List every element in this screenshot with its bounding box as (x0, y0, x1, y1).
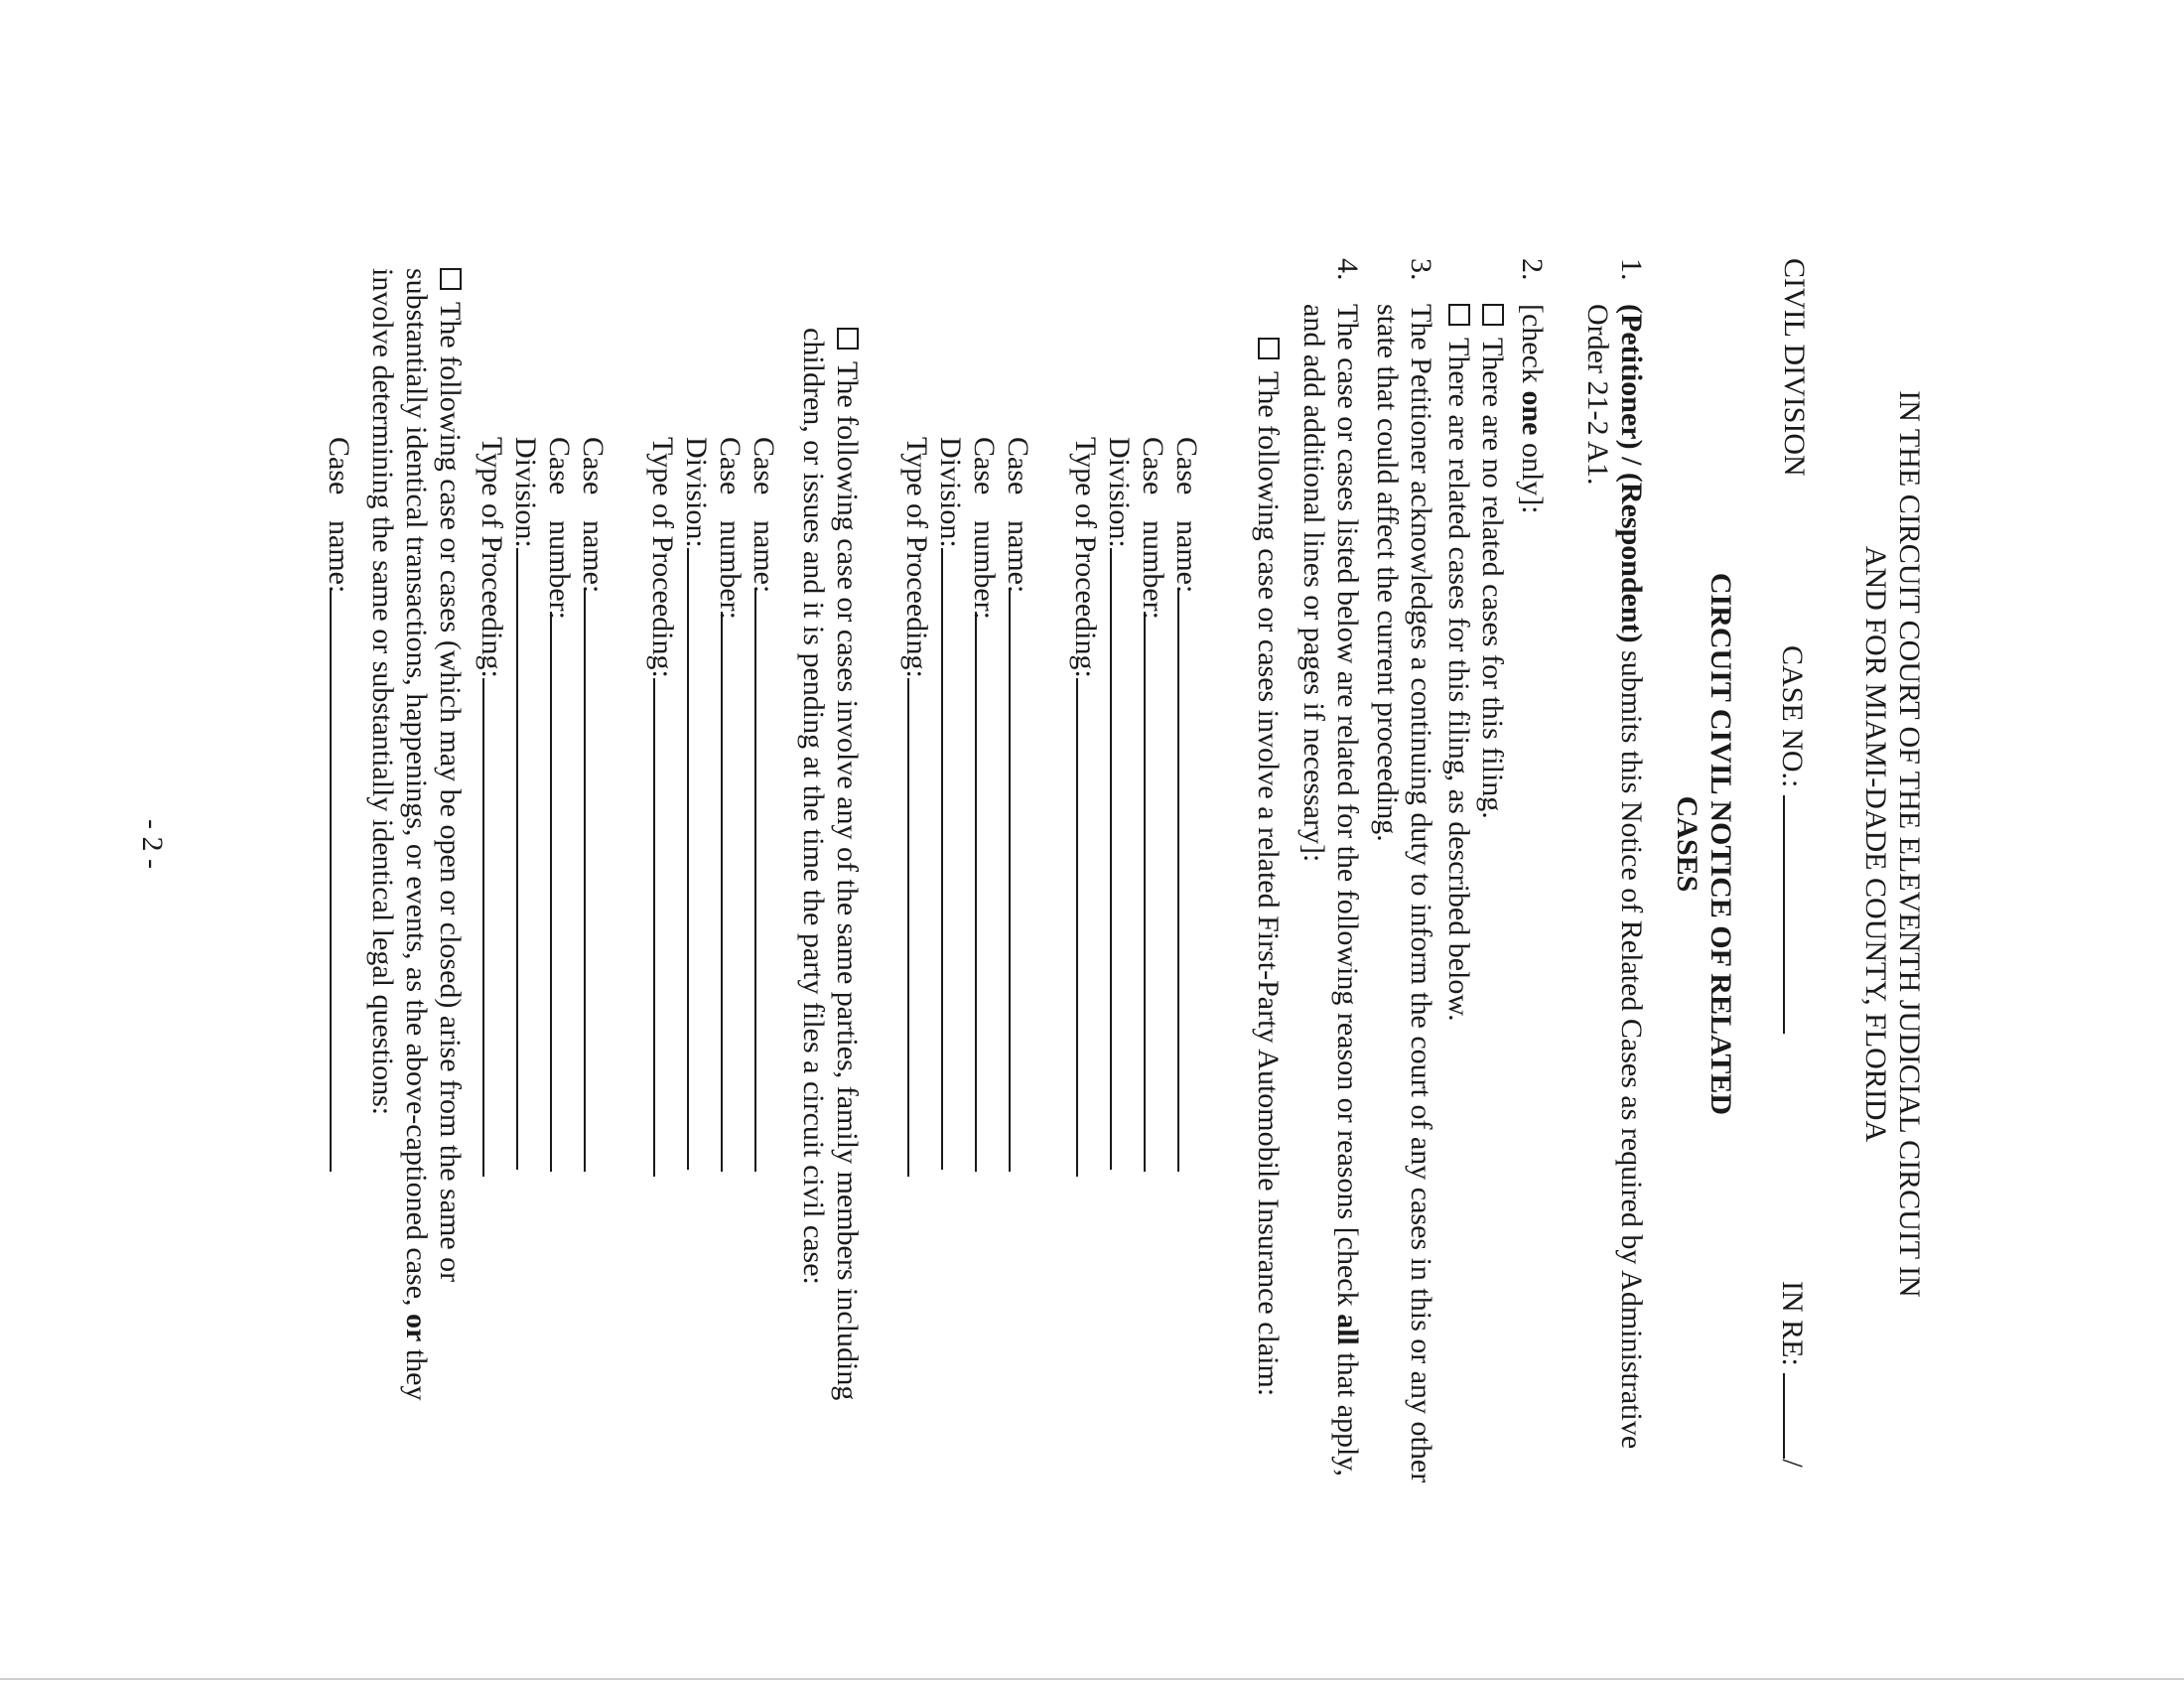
case-number-row (1136, 437, 1171, 1172)
division-label: CIVIL DIVISION (1778, 258, 1811, 477)
item-4-bold: all (1331, 1314, 1364, 1345)
number-word: number: (543, 520, 576, 620)
case-name-row (1001, 437, 1036, 1172)
item-3-number: 3. (1405, 258, 1437, 281)
document-title (1670, 0, 1737, 1688)
item-2-instruction (1515, 304, 1549, 514)
case-name-row (747, 437, 782, 1172)
case-word: Case (323, 437, 355, 495)
reason-2 (796, 328, 864, 1400)
reason-3-or: or (400, 1314, 433, 1342)
division-field[interactable] (1110, 548, 1138, 1170)
item-4-line-2: and add additional lines or pages if necessary]: (1297, 304, 1330, 863)
reason-3-line-3: involve determining the same or substantially identical legal questions: (366, 268, 399, 1116)
case-no-row (1775, 645, 1811, 1034)
type-word: Type of Proceeding: (476, 437, 508, 678)
type-word: Type of Proceeding: (900, 437, 933, 678)
division-word: Division: (509, 437, 542, 548)
case-word: Case (577, 437, 610, 495)
item-1-text (1580, 304, 1648, 1450)
reason-3 (365, 268, 467, 1400)
in-re-row (1775, 1281, 1811, 1468)
no-related-cases-checkbox[interactable] (1482, 304, 1504, 326)
case-number-field[interactable] (721, 612, 749, 1172)
case-word: Case (543, 437, 576, 495)
in-re-label: IN RE: (1776, 1281, 1809, 1366)
case-number-field[interactable] (975, 612, 1003, 1172)
case-word: Case (748, 437, 780, 495)
case-name-row (1169, 437, 1205, 1172)
type-field[interactable] (482, 678, 510, 1177)
page-number: - 2 - (136, 819, 169, 869)
case-name-field[interactable] (330, 590, 357, 1172)
division-row (1102, 437, 1138, 1170)
reason-2-checkbox[interactable] (837, 328, 859, 350)
title-line-1: CIRCUIT CIVIL NOTICE OF RELATED (1705, 572, 1737, 1116)
division-word: Division: (680, 437, 713, 548)
division-word: Division: (1103, 437, 1136, 548)
type-field[interactable] (1076, 678, 1104, 1177)
item-1-text-b: Order 21-2 A1. (1581, 304, 1614, 486)
case-name-field[interactable] (584, 590, 612, 1172)
division-row (933, 437, 969, 1170)
item-1-parties: (Petitioner) / (Respondent) (1615, 304, 1648, 643)
item-3-line-1: The Petitioner acknowledges a continuing duty to inform the court of any cases in this or any other (1405, 304, 1437, 1483)
case-number-row (713, 437, 749, 1172)
item-4-number: 4. (1331, 258, 1364, 281)
title-line-2: CASES (1671, 795, 1704, 893)
case-number-row (967, 437, 1003, 1172)
division-field[interactable] (687, 548, 715, 1170)
reason-1-text: The following case or cases involve a related First-Party Automobile Insurance claim: (1252, 371, 1285, 1397)
item-3-line-2: state that could affect the current proceeding. (1371, 304, 1404, 842)
reason-3-checkbox[interactable] (440, 268, 462, 290)
division-row (679, 437, 715, 1170)
item-1-number: 1. (1615, 258, 1648, 281)
type-word: Type of Proceeding: (1069, 437, 1102, 678)
type-row (899, 437, 935, 1177)
item-4-text (1297, 304, 1364, 1477)
name-word: name: (577, 520, 610, 594)
division-field[interactable] (941, 548, 969, 1170)
name-word: name: (1170, 520, 1203, 594)
item-4-post: that apply, (1331, 1344, 1364, 1477)
case-no-field[interactable] (1783, 795, 1811, 1034)
case-word: Case (968, 437, 1001, 495)
case-name-row (576, 437, 612, 1172)
number-word: number: (1137, 520, 1169, 620)
item-2-option-1-label: There are no related cases for this filing. (1476, 338, 1509, 819)
item-2-pre: [check (1516, 304, 1549, 391)
reason-3-line-2: substantially identical transactions, happenings, or events, as the above-captioned case, (400, 268, 433, 1307)
case-name-field[interactable] (1177, 590, 1205, 1172)
court-line-2: AND FOR MIAMI-DADE COUNTY, FLORIDA (1859, 545, 1892, 1143)
division-row (508, 437, 544, 1170)
division-word: Division: (934, 437, 967, 548)
item-2-option-1 (1475, 304, 1509, 819)
related-cases-checkbox[interactable] (1448, 304, 1470, 326)
court-line-1: IN THE CIRCUIT COURT OF THE ELEVENTH JUDICIAL CIRCUIT IN (1893, 390, 1926, 1298)
case-name-row (322, 437, 357, 1172)
type-row (645, 437, 681, 1177)
reason-2-line-2: children, or issues and it is pending at the time the party files a circuit civil case: (797, 328, 830, 1285)
item-3-text (1370, 304, 1437, 1482)
type-row (1068, 437, 1104, 1177)
case-number-field[interactable] (550, 612, 578, 1172)
type-field[interactable] (653, 678, 681, 1177)
reason-3-line-1: The following case or cases (which may be open or closed) arise from the same or (434, 302, 467, 1283)
case-name-field[interactable] (754, 590, 782, 1172)
case-no-label: CASE NO.: (1776, 645, 1809, 788)
in-re-slash: / (1776, 1459, 1809, 1468)
reason-1-checkbox[interactable] (1258, 338, 1280, 359)
division-field[interactable] (516, 548, 544, 1170)
reason-2-line-1: The following case or cases involve any of the same parties, family members including (831, 361, 864, 1401)
name-word: name: (1002, 520, 1034, 594)
type-field[interactable] (907, 678, 935, 1177)
case-number-field[interactable] (1144, 612, 1171, 1172)
item-2-bold: one (1516, 390, 1549, 436)
type-word: Type of Proceeding: (646, 437, 679, 678)
reason-3-they: they (400, 1348, 433, 1401)
number-word: number: (968, 520, 1001, 620)
scan-edge-line (0, 1678, 2184, 1680)
case-number-row (542, 437, 578, 1172)
number-word: number: (714, 520, 747, 620)
type-row (475, 437, 510, 1177)
item-2-option-2-label: There are related cases for this filing, as described below. (1442, 338, 1475, 1022)
reason-1 (1251, 338, 1285, 1396)
item-1-text-a: submits this Notice of Related Cases as required by Administrative (1615, 642, 1648, 1450)
case-word: Case (1170, 437, 1203, 495)
item-4-pre: The case or cases listed below are related for the following reason or reasons [check (1331, 304, 1364, 1315)
court-header (1858, 0, 1926, 1688)
name-word: name: (323, 520, 355, 594)
case-word: Case (1002, 437, 1034, 495)
case-word: Case (714, 437, 747, 495)
item-2-post: only]: (1516, 435, 1549, 514)
name-word: name: (748, 520, 780, 594)
case-word: Case (1137, 437, 1169, 495)
case-name-field[interactable] (1009, 590, 1036, 1172)
item-2-number: 2. (1516, 258, 1549, 281)
in-re-field[interactable] (1783, 1373, 1811, 1459)
item-2-option-2 (1441, 304, 1475, 1022)
